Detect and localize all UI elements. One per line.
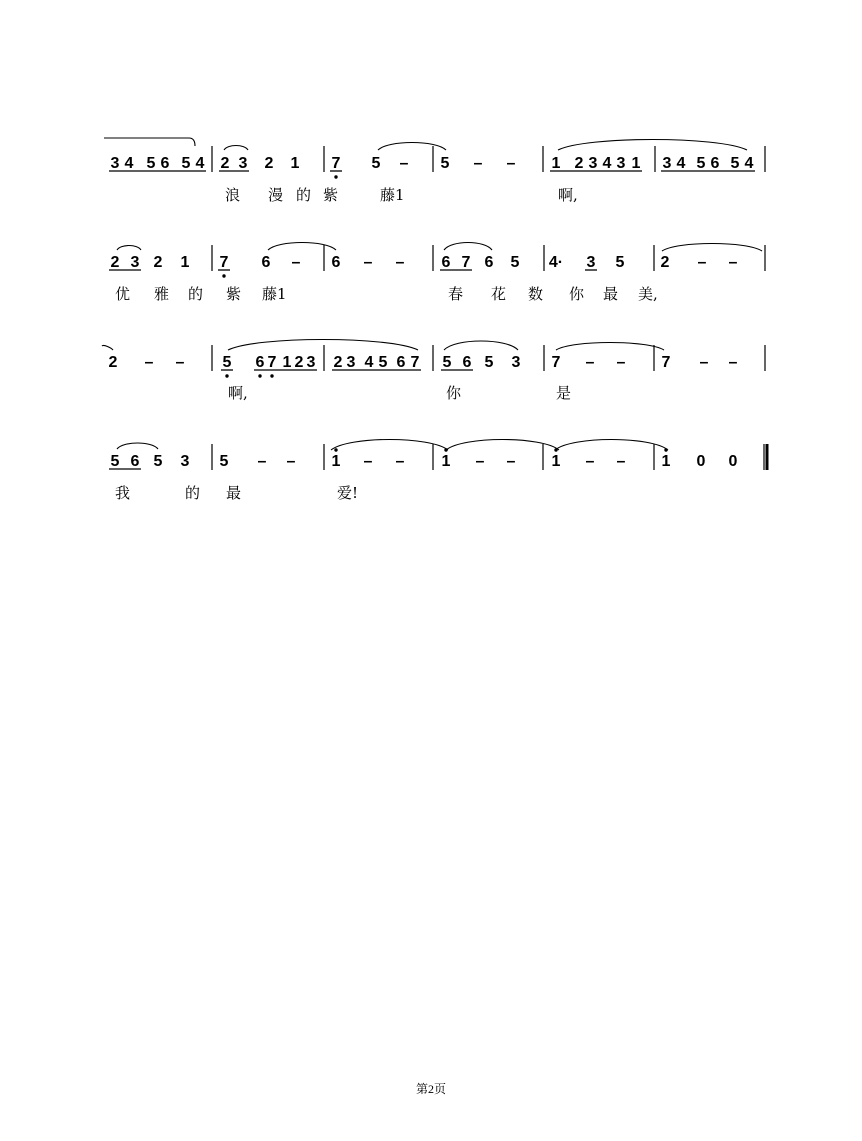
high-octave-dot bbox=[444, 448, 447, 451]
dash-extension: – bbox=[473, 155, 483, 172]
note-digit: 4· bbox=[548, 254, 564, 271]
dash-extension: – bbox=[506, 453, 516, 470]
note-digit: 7 bbox=[551, 354, 561, 371]
note-digit: 2 bbox=[574, 155, 584, 172]
lyric-char: 爱! bbox=[337, 484, 359, 502]
note-digit: 3 bbox=[110, 155, 120, 172]
note-digit: 4 bbox=[195, 155, 205, 172]
high-octave-dot bbox=[334, 448, 337, 451]
dash-extension: – bbox=[144, 354, 154, 371]
note-digit: 5 bbox=[153, 453, 163, 470]
note-digit: 5 bbox=[110, 453, 120, 470]
dash-extension: – bbox=[697, 254, 707, 271]
note-digit: 6 bbox=[261, 254, 271, 271]
dash-extension: – bbox=[399, 155, 409, 172]
note-digit: 3 bbox=[238, 155, 248, 172]
high-octave-dot bbox=[664, 448, 667, 451]
note-digit: 5 bbox=[696, 155, 706, 172]
slur-5 bbox=[268, 243, 336, 251]
note-digit: 2 bbox=[153, 254, 163, 271]
dash-extension: – bbox=[585, 354, 595, 371]
note-digit: 5 bbox=[371, 155, 381, 172]
note-digit: 7 bbox=[461, 254, 471, 271]
note-digit: 3 bbox=[586, 254, 596, 271]
low-octave-dot bbox=[334, 175, 337, 178]
slur-4 bbox=[117, 246, 141, 251]
note-digit: 5 bbox=[440, 155, 450, 172]
slur-14 bbox=[446, 440, 559, 451]
note-digit: 1 bbox=[282, 354, 292, 371]
lyric-char: 雅 bbox=[154, 285, 170, 303]
note-digit: 4 bbox=[676, 155, 686, 172]
lyric-char: 春 bbox=[448, 285, 464, 303]
note-digit: 4 bbox=[602, 155, 612, 172]
note-digit: 2 bbox=[333, 354, 343, 371]
note-digit: 1 bbox=[290, 155, 300, 172]
note-digit: 6 bbox=[484, 254, 494, 271]
note-digit: 5 bbox=[181, 155, 191, 172]
note-digit: 0 bbox=[696, 453, 706, 470]
dash-extension: – bbox=[585, 453, 595, 470]
page-number: 第2页 bbox=[415, 1082, 446, 1096]
lyric-char: 的 bbox=[188, 285, 204, 303]
dash-extension: – bbox=[175, 354, 185, 371]
lyric-char: 美, bbox=[638, 285, 658, 303]
lyric-char: 花 bbox=[491, 285, 507, 303]
lyric-char: 我 bbox=[115, 484, 131, 502]
slur-9 bbox=[228, 340, 418, 351]
note-digit: 2 bbox=[660, 254, 670, 271]
lyric-char: 藤1 bbox=[380, 186, 405, 204]
dash-extension: – bbox=[699, 354, 709, 371]
lyric-char: 的 bbox=[185, 484, 201, 502]
slur-6 bbox=[444, 243, 492, 251]
note-digit: 3 bbox=[616, 155, 626, 172]
dash-extension: – bbox=[291, 254, 301, 271]
lyric-char: 紫 bbox=[226, 285, 242, 303]
note-digit: 4 bbox=[744, 155, 754, 172]
note-digit: 1 bbox=[551, 453, 561, 470]
low-octave-dot bbox=[222, 274, 225, 277]
note-digit: 2 bbox=[110, 254, 120, 271]
note-digit: 4 bbox=[124, 155, 134, 172]
note-digit: 3 bbox=[306, 354, 316, 371]
note-digit: 2 bbox=[108, 354, 118, 371]
note-digit: 2 bbox=[294, 354, 304, 371]
note-digit: 7 bbox=[661, 354, 671, 371]
note-digit: 6 bbox=[160, 155, 170, 172]
note-digit: 2 bbox=[220, 155, 230, 172]
low-octave-dot bbox=[258, 374, 261, 377]
note-digit: 0 bbox=[728, 453, 738, 470]
note-digit: 1 bbox=[441, 453, 451, 470]
slur-2 bbox=[378, 143, 446, 151]
note-digit: 5 bbox=[378, 354, 388, 371]
dash-extension: – bbox=[475, 453, 485, 470]
slur-8 bbox=[102, 345, 113, 350]
note-digit: 1 bbox=[631, 155, 641, 172]
slur-7 bbox=[662, 244, 762, 252]
note-digit: 5 bbox=[615, 254, 625, 271]
note-digit: 5 bbox=[146, 155, 156, 172]
lyric-char: 浪 bbox=[225, 186, 241, 204]
note-digit: 7 bbox=[219, 254, 229, 271]
note-digit: 3 bbox=[346, 354, 356, 371]
note-digit: 7 bbox=[331, 155, 341, 172]
note-digit: 6 bbox=[255, 354, 265, 371]
note-digit: 6 bbox=[396, 354, 406, 371]
note-digit: 1 bbox=[551, 155, 561, 172]
slur-0 bbox=[104, 138, 195, 146]
note-digit: 5 bbox=[510, 254, 520, 271]
note-digit: 5 bbox=[730, 155, 740, 172]
low-octave-dot bbox=[270, 374, 273, 377]
lyric-char: 优 bbox=[115, 285, 131, 303]
slur-1 bbox=[224, 146, 248, 151]
dash-extension: – bbox=[395, 254, 405, 271]
dash-extension: – bbox=[506, 155, 516, 172]
dash-extension: – bbox=[616, 453, 626, 470]
lyric-char: 你 bbox=[569, 285, 585, 303]
lyric-char: 最 bbox=[603, 285, 619, 303]
dash-extension: – bbox=[257, 453, 267, 470]
lyric-char: 啊, bbox=[558, 186, 578, 204]
lyric-char: 啊, bbox=[228, 384, 248, 402]
lyric-char: 你 bbox=[446, 384, 462, 402]
note-digit: 6 bbox=[130, 453, 140, 470]
high-octave-dot bbox=[554, 448, 557, 451]
dash-extension: – bbox=[363, 254, 373, 271]
note-digit: 6 bbox=[710, 155, 720, 172]
note-digit: 6 bbox=[441, 254, 451, 271]
slur-12 bbox=[117, 443, 158, 449]
note-digit: 3 bbox=[511, 354, 521, 371]
note-digit: 3 bbox=[662, 155, 672, 172]
lyric-char: 漫 bbox=[268, 186, 284, 204]
note-digit: 3 bbox=[588, 155, 598, 172]
note-digit: 5 bbox=[222, 354, 232, 371]
note-digit: 3 bbox=[180, 453, 190, 470]
note-digit: 5 bbox=[484, 354, 494, 371]
note-digit: 4 bbox=[364, 354, 374, 371]
lyric-char: 是 bbox=[556, 384, 572, 402]
slur-11 bbox=[556, 343, 664, 351]
note-digit: 1 bbox=[331, 453, 341, 470]
dash-extension: – bbox=[395, 453, 405, 470]
dash-extension: – bbox=[286, 453, 296, 470]
note-digit: 6 bbox=[462, 354, 472, 371]
slur-13 bbox=[331, 440, 448, 451]
note-digit: 6 bbox=[331, 254, 341, 271]
note-digit: 1 bbox=[180, 254, 190, 271]
lyric-char: 最 bbox=[226, 484, 242, 502]
slur-15 bbox=[555, 440, 668, 451]
note-digit: 7 bbox=[410, 354, 420, 371]
note-digit: 7 bbox=[267, 354, 277, 371]
note-digit: 5 bbox=[219, 453, 229, 470]
lyric-char: 的 bbox=[296, 186, 312, 204]
note-digit: 5 bbox=[442, 354, 452, 371]
slur-3 bbox=[558, 140, 747, 151]
low-octave-dot bbox=[225, 374, 228, 377]
dash-extension: – bbox=[363, 453, 373, 470]
note-digit: 3 bbox=[130, 254, 140, 271]
note-digit: 2 bbox=[264, 155, 274, 172]
dash-extension: – bbox=[728, 354, 738, 371]
lyric-char: 藤1 bbox=[262, 285, 287, 303]
note-digit: 1 bbox=[661, 453, 671, 470]
slur-10 bbox=[444, 341, 518, 350]
lyric-char: 数 bbox=[528, 285, 544, 303]
dash-extension: – bbox=[728, 254, 738, 271]
lyric-char: 紫 bbox=[323, 186, 339, 204]
dash-extension: – bbox=[616, 354, 626, 371]
